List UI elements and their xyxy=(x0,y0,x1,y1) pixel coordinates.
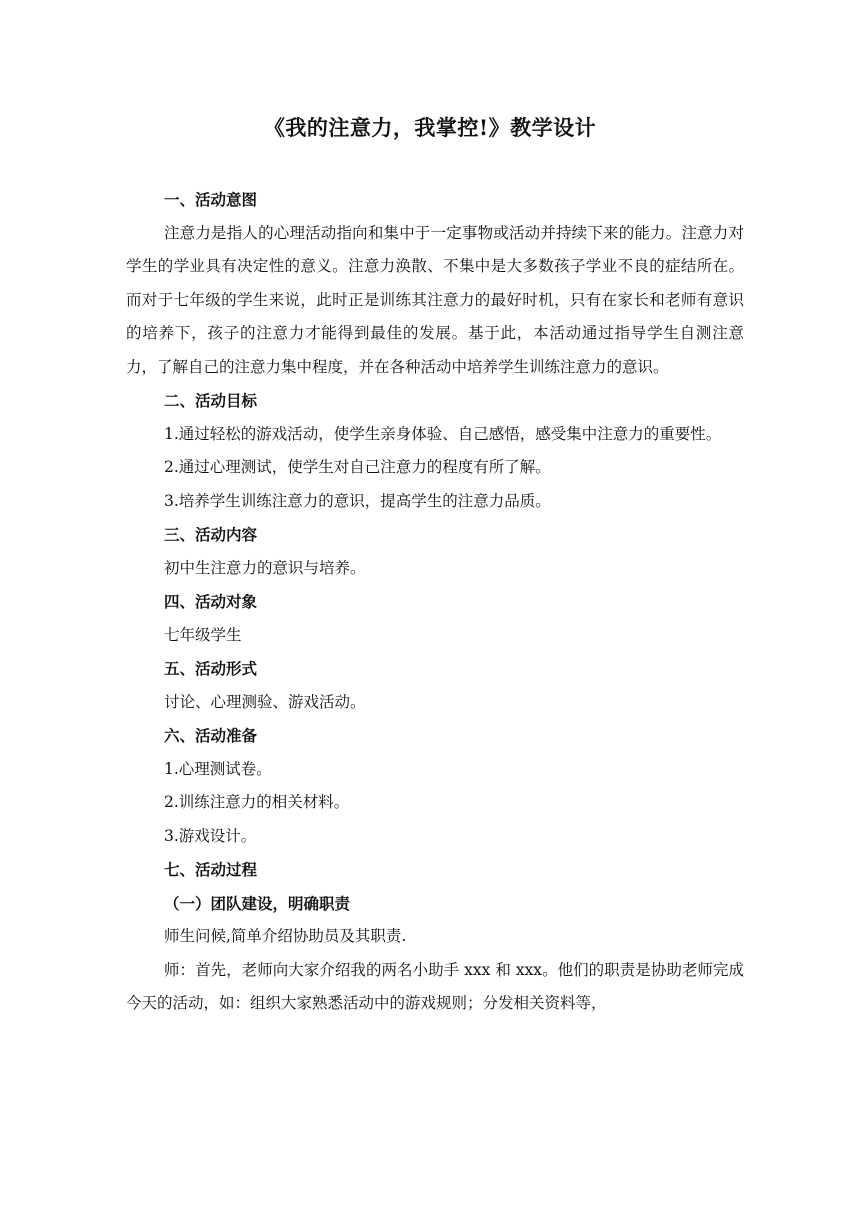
section-heading-goals: 二、活动目标 xyxy=(164,391,258,410)
document-title: 《我的注意力，我掌控!》教学设计 xyxy=(263,115,597,140)
prep-item-1: 1.心理测试卷。 xyxy=(164,759,272,778)
paragraph-audience: 七年级学生 xyxy=(164,625,242,644)
section-heading-preparation: 六、活动准备 xyxy=(164,726,258,745)
paragraph-intent: 注意力是指人的心理活动指向和集中于一定事物或活动并持续下来的能力。注意力对学生的学业具有决定性的意义。注意力涣散、不集中是大多数孩子学业不良的症结所在。而对于七年级的学生来说，此时正是训练其注意力的最好时机，只有在家长和老师有意识的培养下，孩子的注意力才能得到最佳的发展。基于此，本活动通过指导学生自测注意力，了解自己的注意力集中程度，并在各种活动中培养学生训练注意力的意识。 xyxy=(126,223,744,376)
paragraph-teacher-intro: 师：首先，老师向大家介绍我的两名小助手 xxx 和 xxx。他们的职责是协助老师完成今天的活动，如：组织大家熟悉活动中的游戏规则；分发相关资料等， xyxy=(126,960,744,1012)
section-heading-format: 五、活动形式 xyxy=(164,659,258,678)
paragraph-content: 初中生注意力的意识与培养。 xyxy=(164,558,366,577)
subsection-heading-team: （一）团队建设，明确职责 xyxy=(164,893,351,913)
prep-item-2: 2.训练注意力的相关材料。 xyxy=(164,793,350,811)
section-heading-audience: 四、活动对象 xyxy=(164,592,258,611)
document-body xyxy=(126,183,744,1021)
section-heading-process: 七、活动过程 xyxy=(164,860,258,879)
section-heading-intent: 一、活动意图 xyxy=(164,190,258,209)
goal-item-3: 3.培养学生训练注意力的意识，提高学生的注意力品质。 xyxy=(164,491,551,510)
goal-item-2: 2.通过心理测试，使学生对自己注意力的程度有所了解。 xyxy=(164,458,551,476)
section-heading-content: 三、活动内容 xyxy=(164,525,258,544)
paragraph-format: 讨论、心理测验、游戏活动。 xyxy=(164,692,366,711)
prep-item-3: 3.游戏设计。 xyxy=(164,826,257,845)
paragraph-greeting: 师生问候,简单介绍协助员及其职责. xyxy=(164,927,407,945)
goal-item-1: 1.通过轻松的游戏活动，使学生亲身体验、自己感悟，感受集中注意力的重要性。 xyxy=(164,424,722,443)
